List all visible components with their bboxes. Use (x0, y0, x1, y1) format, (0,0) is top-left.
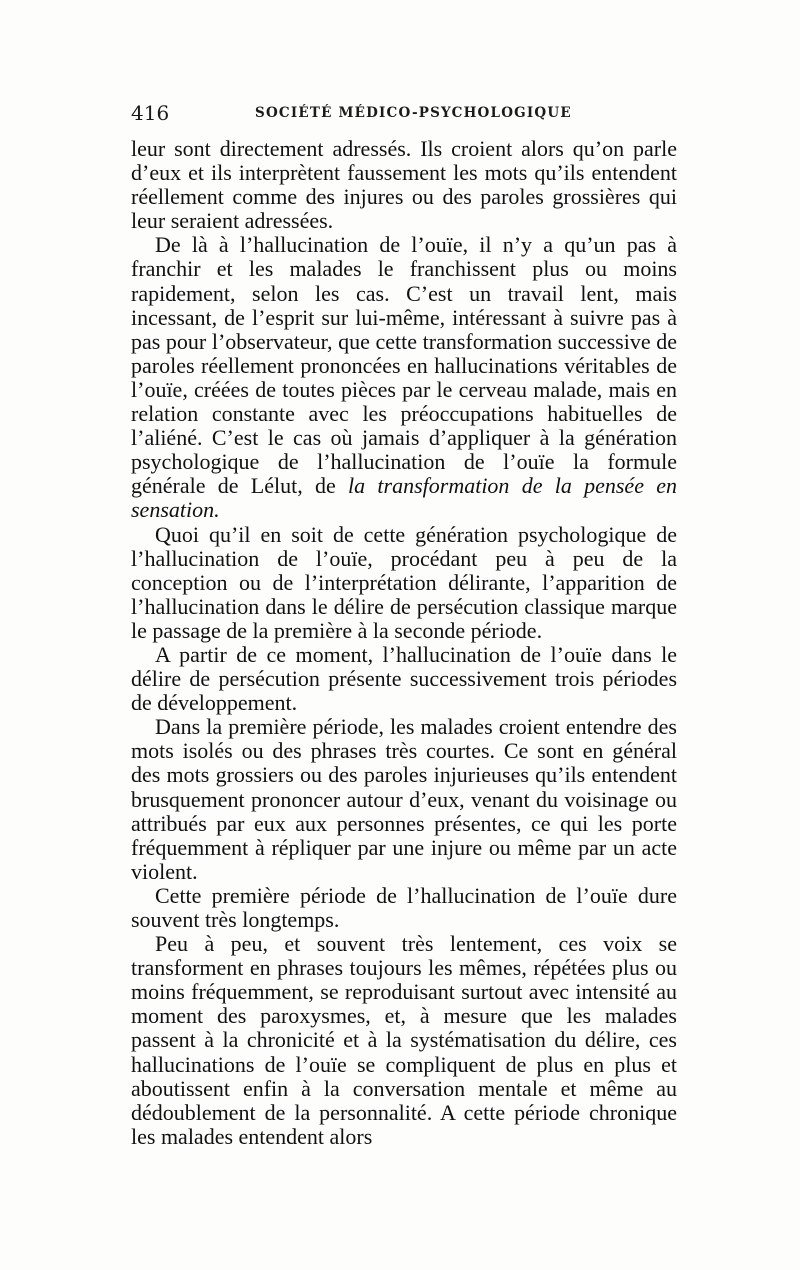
running-head: SOCIÉTÉ MÉDICO-PSYCHOLOGIQUE (255, 105, 572, 121)
paragraph-4: A partir de ce moment, l’hallucination de l’ouïe dans le délire de persécution présente successivement trois périodes de développement. (131, 641, 677, 716)
paragraph-2-text: De là à l’hallucination de l’ouïe, il n’y a qu’un pas à franchir et les malades le franchissent plus ou moins rapidement, selon les cas. C’est un travail lent, mais incessant, de l’esprit sur lui-même, intéressant à suivre pas à pas pour l’observateur, que cette transformation successive de paroles réellement prononcées en hallucinations véritables de l’ouïe, créées de toutes pièces par le cerveau malade, mais en relation constante avec les préoccupations habituelles de l’aliéné. C’est le cas où jamais d’appliquer à la génération psychologique de l’hallucination de l’ouïe la formule générale de Lélut, de (131, 232, 677, 499)
paragraph-5: Dans la première période, les malades croient entendre des mots isolés ou des phrases très courtes. Ce sont en général des mots grossiers ou des paroles injurieuses qu’ils entendent brusquement prononcer autour d’eux, venant du voisinage ou attribués par eux aux personnes présentes, ce qui les porte fréquemment à répliquer par une injure ou même par un acte violent. (131, 714, 677, 884)
lelut-formula-italic: la transformation de la pensée en sensation. (131, 473, 677, 523)
paragraph-3: Quoi qu’il en soit de cette génération psychologique de l’hallucination de l’ouïe, procédant peu à peu de la conception ou de l’interprétation délirante, l’apparition de l’hallucination dans le délire de persécution classique marque le passage de la première à la seconde période. (131, 521, 677, 643)
paragraph-1: leur sont directement adressés. Ils croient alors qu’on parle d’eux et ils interprètent faussement les mots qu’ils entendent réellement comme des injures ou des paroles grossières qui leur seraient adressées. (131, 136, 677, 234)
page-number: 416 (131, 101, 170, 125)
paragraph-2 (131, 233, 677, 522)
paragraph-6: Cette première période de l’hallucination de l’ouïe dure souvent très longtemps. (131, 882, 677, 932)
paragraph-7: Peu à peu, et souvent très lentement, ces voix se transforment en phrases toujours les mêmes, répétées plus ou moins fréquemment, se reproduisant surtout avec intensité au moment des paroxysmes, et, à mesure que les malades passent à la chronicité et à la systématisation du délire, ces hallucinations de l’ouïe se compliquent de plus en plus et aboutissent enfin à la conversation mentale et même au dédoublement de la personnalité. A cette période chronique les malades entendent alors (131, 931, 677, 1149)
body-text (131, 137, 677, 1149)
page-header (131, 98, 677, 128)
